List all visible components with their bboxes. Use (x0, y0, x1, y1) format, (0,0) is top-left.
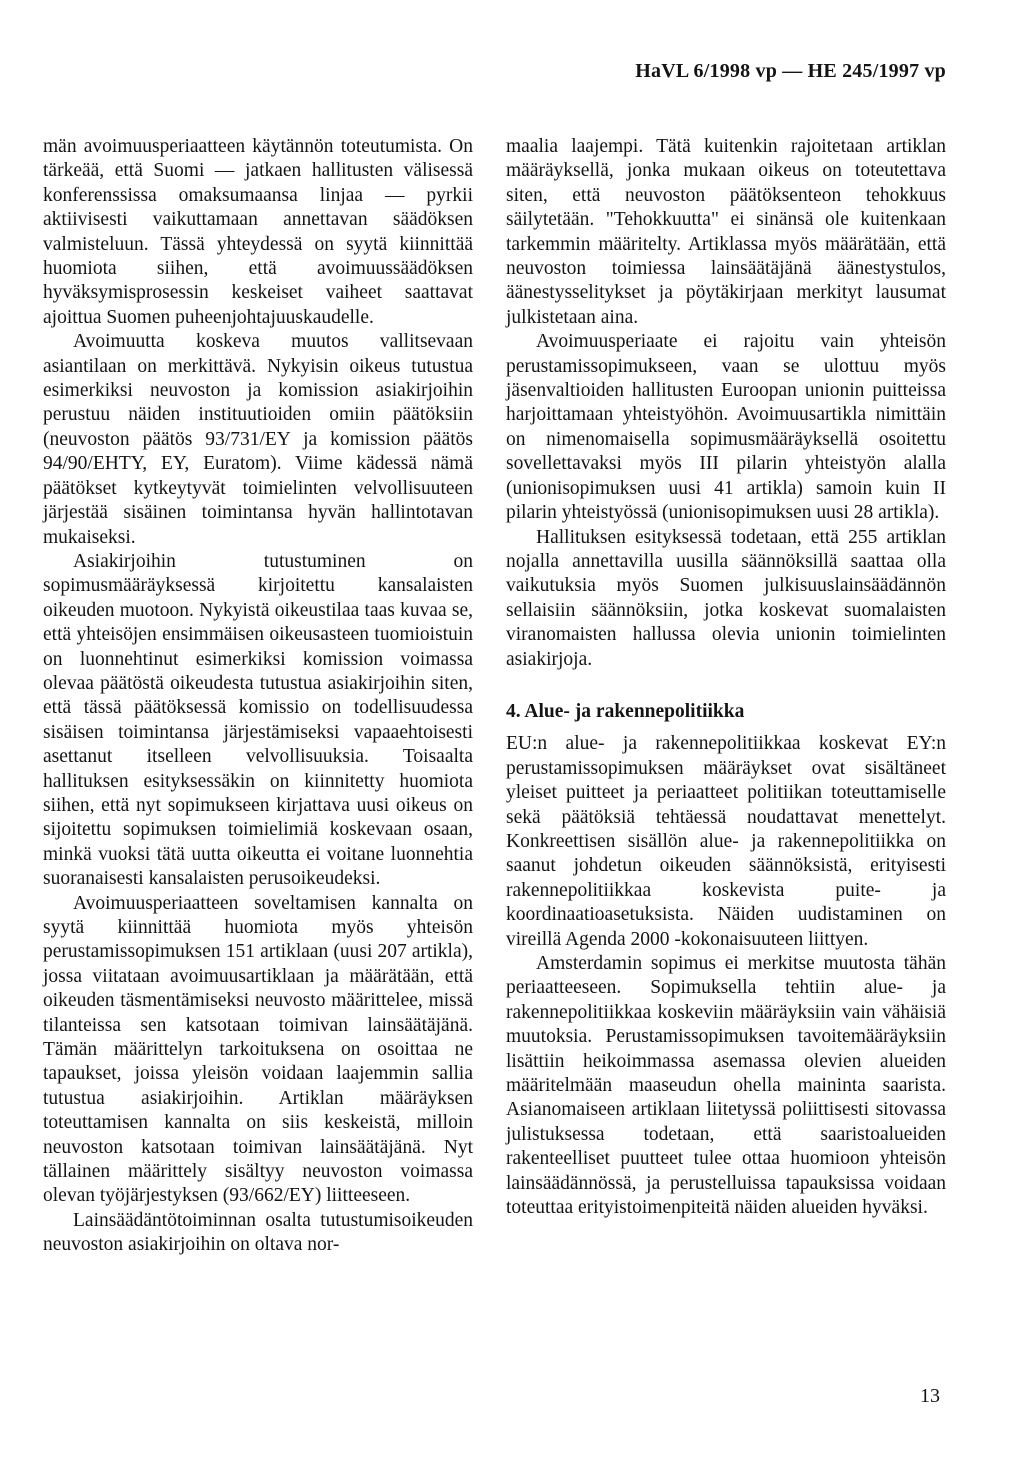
paragraph: män avoimuusperiaatteen käytännön toteutumista. On tärkeää, että Suomi — jatkaen hallitusten välisessä konferenssissa omaksumaansa linjaa — pyrkii aktiivisesti vaikuttamaan annettavan säädöksen valmisteluun. Tässä yhteydessä on syytä kiinnittää huomiota siihen, että avoimuussäädöksen hyväksymisprosessin keskeiset vaiheet saattavat ajoittua Suomen puheenjohtajuuskaudelle. (43, 136, 473, 328)
paragraph: EU:n alue- ja rakennepolitiikkaa koskevat EY:n perustamissopimuksen määräykset ovat sisältäneet yleiset puitteet ja periaatteet politiikan toteuttamiselle sekä päätöksiä tehtäessä noudattavat menettelyt. Konkreettisen sisällön alue- ja rakennepolitiikka on saanut johdetun oikeuden säännöksistä, erityisesti rakennepolitiikkaa koskevista puite- ja koordinaatioasetuksista. Näiden uudistaminen on vireillä Agenda 2000 -kokonaisuuteen liittyen. (506, 733, 946, 950)
right-column (506, 135, 946, 1220)
page-number: 13 (920, 1385, 940, 1407)
section-heading: 4. Alue- ja rakennepolitiikka (506, 700, 745, 722)
paragraph: Asiakirjoihin tutustuminen on sopimusmääräyksessä kirjoitettu kansalaisten oikeuden muotoon. Nykyistä oikeustilaa taas kuvaa se, että yhteisöjen ensimmäisen oikeusasteen tuomioistuin on luonnehtinut esimerkiksi komission voimassa olevaa päätöstä oikeudesta tutustua asiakirjoihin siten, että tässä päätöksessä komissio on todellisuudessa sisäisen toimintansa järjestämiseksi vapaaehtoisesti asettanut itselleen velvollisuuksia. Toisaalta hallituksen esityksessäkin on kiinnitetty huomiota siihen, että nyt sopimukseen kirjattava uusi oikeus on sijoitettu sopimuksen toimielimiä koskevaan osaan, minkä vuoksi tätä uutta oikeutta ei voitane luonnehtia suoranaisesti kansalaisten perusoikeudeksi. (43, 550, 473, 890)
paragraph: Amsterdamin sopimus ei merkitse muutosta tähän periaatteeseen. Sopimuksella tehtiin alue- ja rakennepolitiikkaa koskeviin määräyksiin vain vähäisiä muutoksia. Perustamissopimuksen tavoitemääräyksiin lisättiin heikoimmassa asemassa olevien alueiden määritelmään maaseudun ohella maininta saarista. Asianomaiseen artiklaan liitetyssä poliittisesti sitovassa julistuksessa todetaan, että saaristoalueiden rakenteelliset puutteet tulee ottaa huomioon yhteisön lainsäädännössä, ja perustelluissa tapauksissa voidaan toteuttaa erityistoimenpiteitä näiden alueiden hyväksi. (506, 953, 946, 1219)
paragraph: Lainsäädäntötoiminnan osalta tutustumisoikeuden neuvoston asiakirjoihin on oltava nor- (43, 1209, 473, 1256)
left-column (43, 135, 473, 1258)
running-header: HaVL 6/1998 vp — HE 245/1997 vp (635, 60, 946, 82)
paragraph: Avoimuutta koskeva muutos vallitsevaan asiantilaan on merkittävä. Nykyisin oikeus tutustua esimerkiksi neuvoston ja komission asiakirjoihin perustuu näiden instituutioiden omiin päätöksiin (neuvoston päätös 93/731/EY ja komission päätös 94/90/EHTY, EY, Euratom). Viime kädessä nämä päätökset kytkeytyvät toimielinten velvollisuuteen järjestää sisäinen toimintansa hyvän hallintotavan mukaiseksi. (43, 331, 473, 548)
paragraph: Avoimuusperiaate ei rajoitu vain yhteisön perustamissopimukseen, vaan se ulottuu myös jäsenvaltioiden hallitusten Euroopan unionin puitteissa harjoittamaan yhteistyöhön. Avoimuusartikla nimittäin on nimenomaisella sopimusmääräyksellä osoitettu sovellettavaksi myös III pilarin yhteistyön alalla (unionisopimuksen uusi 41 artikla) samoin kuin II pilarin yhteistyössä (unionisopimuksen uusi 28 artikla). (506, 331, 946, 524)
paragraph: Avoimuusperiaatteen soveltamisen kannalta on syytä kiinnittää huomiota myös yhteisön perustamissopimuksen 151 artiklaan (uusi 207 artikla), jossa viitataan avoimuusartiklaan ja määrätään, että oikeuden täsmentämiseksi neuvosto määrittelee, missä tilanteissa sen katsotaan toimivan lainsäätäjänä. Tämän määrittelyn tarkoituksena on osoittaa ne tapaukset, joissa yleisön voidaan laajemmin sallia tutustua asiakirjoihin. Artiklan määräyksen toteuttamisen kannalta on siis keskeistä, milloin neuvoston katsotaan toimivan lainsäätäjänä. Nyt tällainen määrittely sisältyy neuvoston voimassa olevan työjärjestyksen (93/662/EY) liitteeseen. (43, 892, 473, 1207)
paragraph: maalia laajempi. Tätä kuitenkin rajoitetaan artiklan määräyksellä, jonka mukaan oikeus on toteutettava siten, että neuvoston päätöksenteon tehokkuus säilytetään. "Tehokkuutta" ei sinänsä ole kuitenkaan tarkemmin määritelty. Artiklassa myös määrätään, että neuvoston toimiessa lainsäätäjänä äänestystulos, äänestysselitykset ja pöytäkirjaan merkityt lausumat julkistetaan aina. (506, 136, 946, 328)
paragraph: Hallituksen esityksessä todetaan, että 255 artiklan nojalla annettavilla uusilla säännöksillä saattaa olla vaikutuksia myös Suomen julkisuuslainsäädännön sellaisiin säännöksiin, jotka koskevat suomalaisten viranomaisten hallussa olevia unionin toimielinten asiakirjoja. (506, 526, 946, 670)
